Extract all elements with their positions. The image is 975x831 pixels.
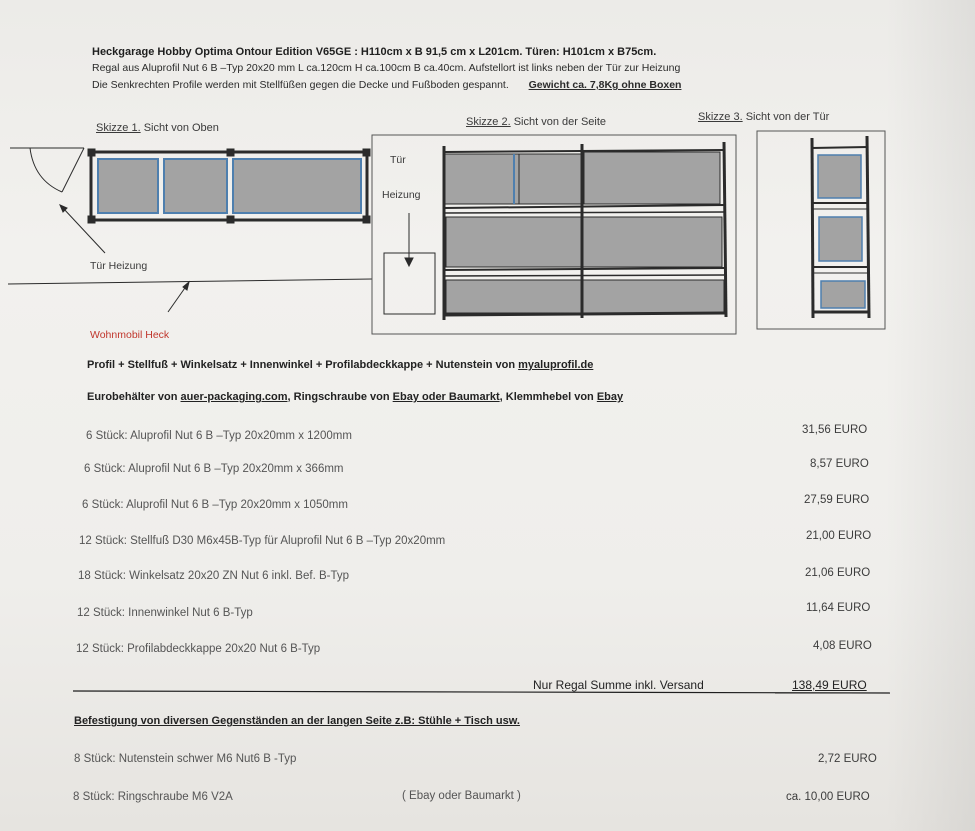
header-line-3-text: Die Senkrechten Profile werden mit Stellfüßen gegen die Decke und Fußboden gespannt. xyxy=(92,79,509,91)
sketch-2-title: Sicht von der Seite xyxy=(513,116,607,128)
link-ebay[interactable]: Ebay xyxy=(596,391,624,403)
sketch-3-title: Sicht von der Tür xyxy=(745,111,830,123)
item-price: 27,59 EURO xyxy=(804,494,870,506)
item-price: ca. 10,00 EURO xyxy=(786,791,870,803)
sketch-2-ref: Skizze 2. xyxy=(466,116,511,128)
link-myaluprofil[interactable]: myaluprofil.de xyxy=(518,359,594,371)
sketch-2-drawing xyxy=(372,135,736,334)
section-2-title: Befestigung von diversen Gegenständen an der langen Seite z.B: Stühle + Tisch usw. xyxy=(74,715,520,727)
item-price: 21,00 EURO xyxy=(806,530,872,542)
item-note: ( Ebay oder Baumarkt ) xyxy=(402,790,521,802)
item-price: 4,08 EURO xyxy=(813,640,872,652)
item-desc: 6 Stück: Aluprofil Nut 6 B –Typ 20x20mm x 1050mm xyxy=(82,499,348,511)
sources-line-2-a: Eurobehälter von xyxy=(87,391,181,403)
weight-note: Gewicht ca. 7,8Kg ohne Boxen xyxy=(528,79,682,91)
link-auer-packaging[interactable]: auer-packaging.com xyxy=(180,391,288,403)
sources-line-1 xyxy=(87,359,593,371)
sketch-1-ref: Skizze 1. xyxy=(96,122,141,134)
sources-line-1-text: Profil + Stellfuß + Winkelsatz + Innenwinkel + Profilabdeckkappe + Nutenstein von xyxy=(87,359,519,371)
header-line-1: Heckgarage Hobby Optima Ontour Edition V65GE : H110cm x B 91,5 cm x L201cm. Türen: H101cm x B75cm. xyxy=(92,46,657,58)
label-wohnmobil-heck: Wohnmobil Heck xyxy=(90,329,170,341)
total-divider xyxy=(73,691,890,693)
item-desc: 6 Stück: Aluprofil Nut 6 B –Typ 20x20mm x 1200mm xyxy=(86,430,352,442)
item-price: 31,56 EURO xyxy=(802,424,868,436)
header-line-2: Regal aus Aluprofil Nut 6 B –Typ 20x20 mm L ca.120cm H ca.100cm B ca.40cm. Aufstellort ist links neben der Tür zur Heizung xyxy=(92,62,681,74)
sources-line-2 xyxy=(87,391,623,403)
link-ebay-baumarkt[interactable]: Ebay oder Baumarkt xyxy=(392,391,500,403)
item-desc: 8 Stück: Nutenstein schwer M6 Nut6 B -Typ xyxy=(74,753,297,765)
label-tuer-heizung: Tür Heizung xyxy=(90,260,148,272)
sketch-3-ref: Skizze 3. xyxy=(698,111,743,123)
item-price: 21,06 EURO xyxy=(805,567,871,579)
item-desc: 6 Stück: Aluprofil Nut 6 B –Typ 20x20mm x 366mm xyxy=(84,463,344,475)
total-value: 138,49 EURO xyxy=(792,678,867,692)
label-tuer: Tür xyxy=(390,154,406,166)
item-desc: 12 Stück: Profilabdeckkappe 20x20 Nut 6 B-Typ xyxy=(76,643,321,655)
item-desc: 18 Stück: Winkelsatz 20x20 ZN Nut 6 inkl. Bef. B-Typ xyxy=(78,570,349,582)
sources-line-2-c: , Klemmhebel von xyxy=(499,391,597,403)
item-price: 2,72 EURO xyxy=(818,753,877,765)
sketch-1-drawing xyxy=(8,148,372,312)
item-price: 11,64 EURO xyxy=(806,602,871,614)
sources-line-2-b: , Ringschraube von xyxy=(287,391,393,403)
item-price: 8,57 EURO xyxy=(810,458,869,470)
item-desc: 12 Stück: Stellfuß D30 M6x45B-Typ für Aluprofil Nut 6 B –Typ 20x20mm xyxy=(79,535,446,547)
label-heizung: Heizung xyxy=(382,189,421,201)
sketch-1-title: Sicht von Oben xyxy=(143,122,219,134)
item-desc: 12 Stück: Innenwinkel Nut 6 B-Typ xyxy=(77,607,253,619)
total-label: Nur Regal Summe inkl. Versand xyxy=(533,678,704,692)
item-desc: 8 Stück: Ringschraube M6 V2A xyxy=(73,791,233,803)
sketch-3-drawing xyxy=(757,131,885,329)
